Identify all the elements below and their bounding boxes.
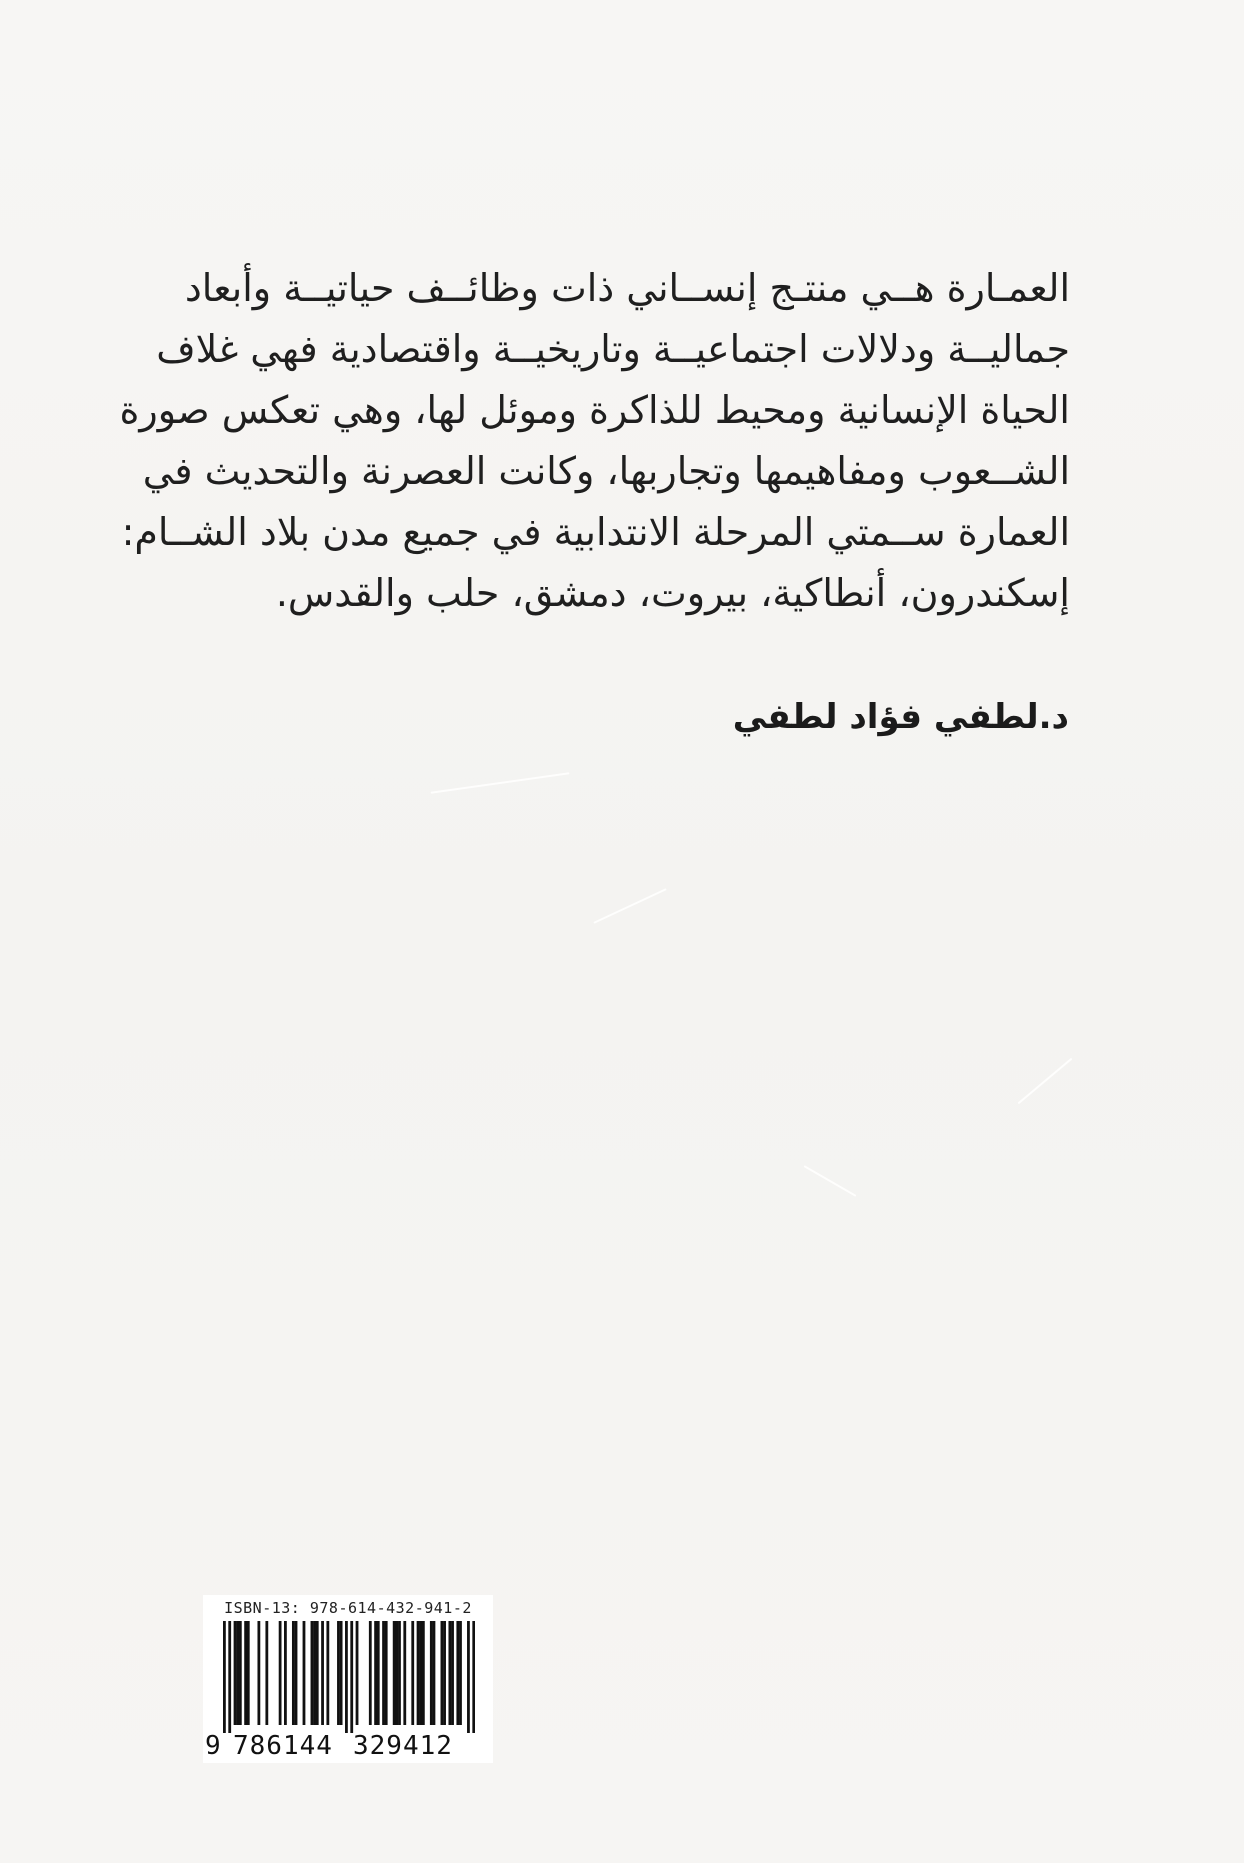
barcode-bar — [456, 1621, 459, 1725]
barcode-bar — [374, 1621, 377, 1725]
isbn-first-digit: 9 — [205, 1731, 221, 1761]
barcode-bar — [385, 1621, 388, 1725]
barcode-guard-bar — [467, 1621, 470, 1733]
barcode-bar — [234, 1621, 237, 1725]
barcode-bar — [239, 1621, 242, 1725]
barcode-bar — [441, 1621, 444, 1725]
barcode-bar — [419, 1621, 422, 1725]
barcode-guard-bar — [350, 1621, 353, 1733]
barcode-bar — [411, 1621, 414, 1725]
barcode-guard-bar — [472, 1621, 475, 1733]
barcode-bar — [398, 1621, 401, 1725]
barcode-bar — [316, 1621, 319, 1725]
paper-scratch — [804, 1165, 857, 1197]
barcode-bar — [443, 1621, 446, 1725]
barcode-bar — [303, 1621, 306, 1725]
barcode-bar — [284, 1621, 287, 1725]
barcode-bar — [326, 1621, 329, 1725]
barcode-bar — [369, 1621, 372, 1725]
barcode-bar — [448, 1621, 451, 1725]
barcode-bar — [247, 1621, 250, 1725]
blurb-line: الحياة الإنسانية ومحيط للذاكرة وموئل لها، وهي تعكس صورة — [119, 388, 1070, 432]
barcode-bar — [279, 1621, 282, 1725]
blurb-line: جماليــة ودلالات اجتماعيــة وتاريخيــة واقتصادية فهي غلاف — [156, 327, 1070, 371]
barcode-bar — [340, 1621, 343, 1725]
paper-scratch — [431, 772, 570, 793]
barcode-bar — [356, 1621, 359, 1725]
barcode-bar — [236, 1621, 239, 1725]
blurb-line: الشــعوب ومفاهيمها وتجاربها، وكانت العصرنة والتحديث في — [142, 449, 1070, 493]
paper-scratch — [1018, 1058, 1073, 1105]
isbn-barcode — [203, 1595, 493, 1763]
barcode-guard-bar — [345, 1621, 348, 1733]
isbn-label: ISBN-13: 978-614-432-941-2 — [224, 1599, 472, 1617]
author-name: د.لطفي فؤاد لطفي — [732, 697, 1069, 737]
barcode-bar — [257, 1621, 260, 1725]
barcode-bar — [265, 1621, 268, 1725]
barcode-bar — [403, 1621, 406, 1725]
blurb-line: العمارة ســمتي المرحلة الانتدابية في جميع مدن بلاد الشــام: — [121, 510, 1070, 554]
barcode-bar — [417, 1621, 420, 1725]
barcode-guard-bar — [228, 1621, 231, 1733]
barcode-bar — [433, 1621, 436, 1725]
blurb-line: إسكندرون، أنطاكية، بيروت، دمشق، حلب والقدس. — [275, 571, 1070, 615]
barcode-bar — [451, 1621, 454, 1725]
barcode-bar — [422, 1621, 425, 1725]
barcode-bar — [382, 1621, 385, 1725]
barcode-bar — [337, 1621, 340, 1725]
barcode-bar — [313, 1621, 316, 1725]
barcode-bar — [244, 1621, 247, 1725]
barcode-bar — [393, 1621, 396, 1725]
barcode-guard-bar — [223, 1621, 226, 1733]
paper-scratch — [593, 888, 666, 924]
blurb-line: العمـارة هــي منتـج إنســاني ذات وظائــف حياتيــة وأبعاد — [184, 266, 1070, 310]
barcode-bars — [223, 1621, 475, 1733]
barcode-bar — [311, 1621, 314, 1725]
barcode-bar — [292, 1621, 295, 1725]
barcode-bar — [395, 1621, 398, 1725]
barcode-bar — [430, 1621, 433, 1725]
barcode-bar — [321, 1621, 324, 1725]
barcode-bar — [295, 1621, 298, 1725]
barcode-bar — [377, 1621, 380, 1725]
blurb-paragraph — [119, 258, 1070, 624]
isbn-left-group: 786144 — [233, 1731, 333, 1761]
isbn-right-group: 329412 — [353, 1731, 453, 1761]
barcode-bar — [459, 1621, 462, 1725]
